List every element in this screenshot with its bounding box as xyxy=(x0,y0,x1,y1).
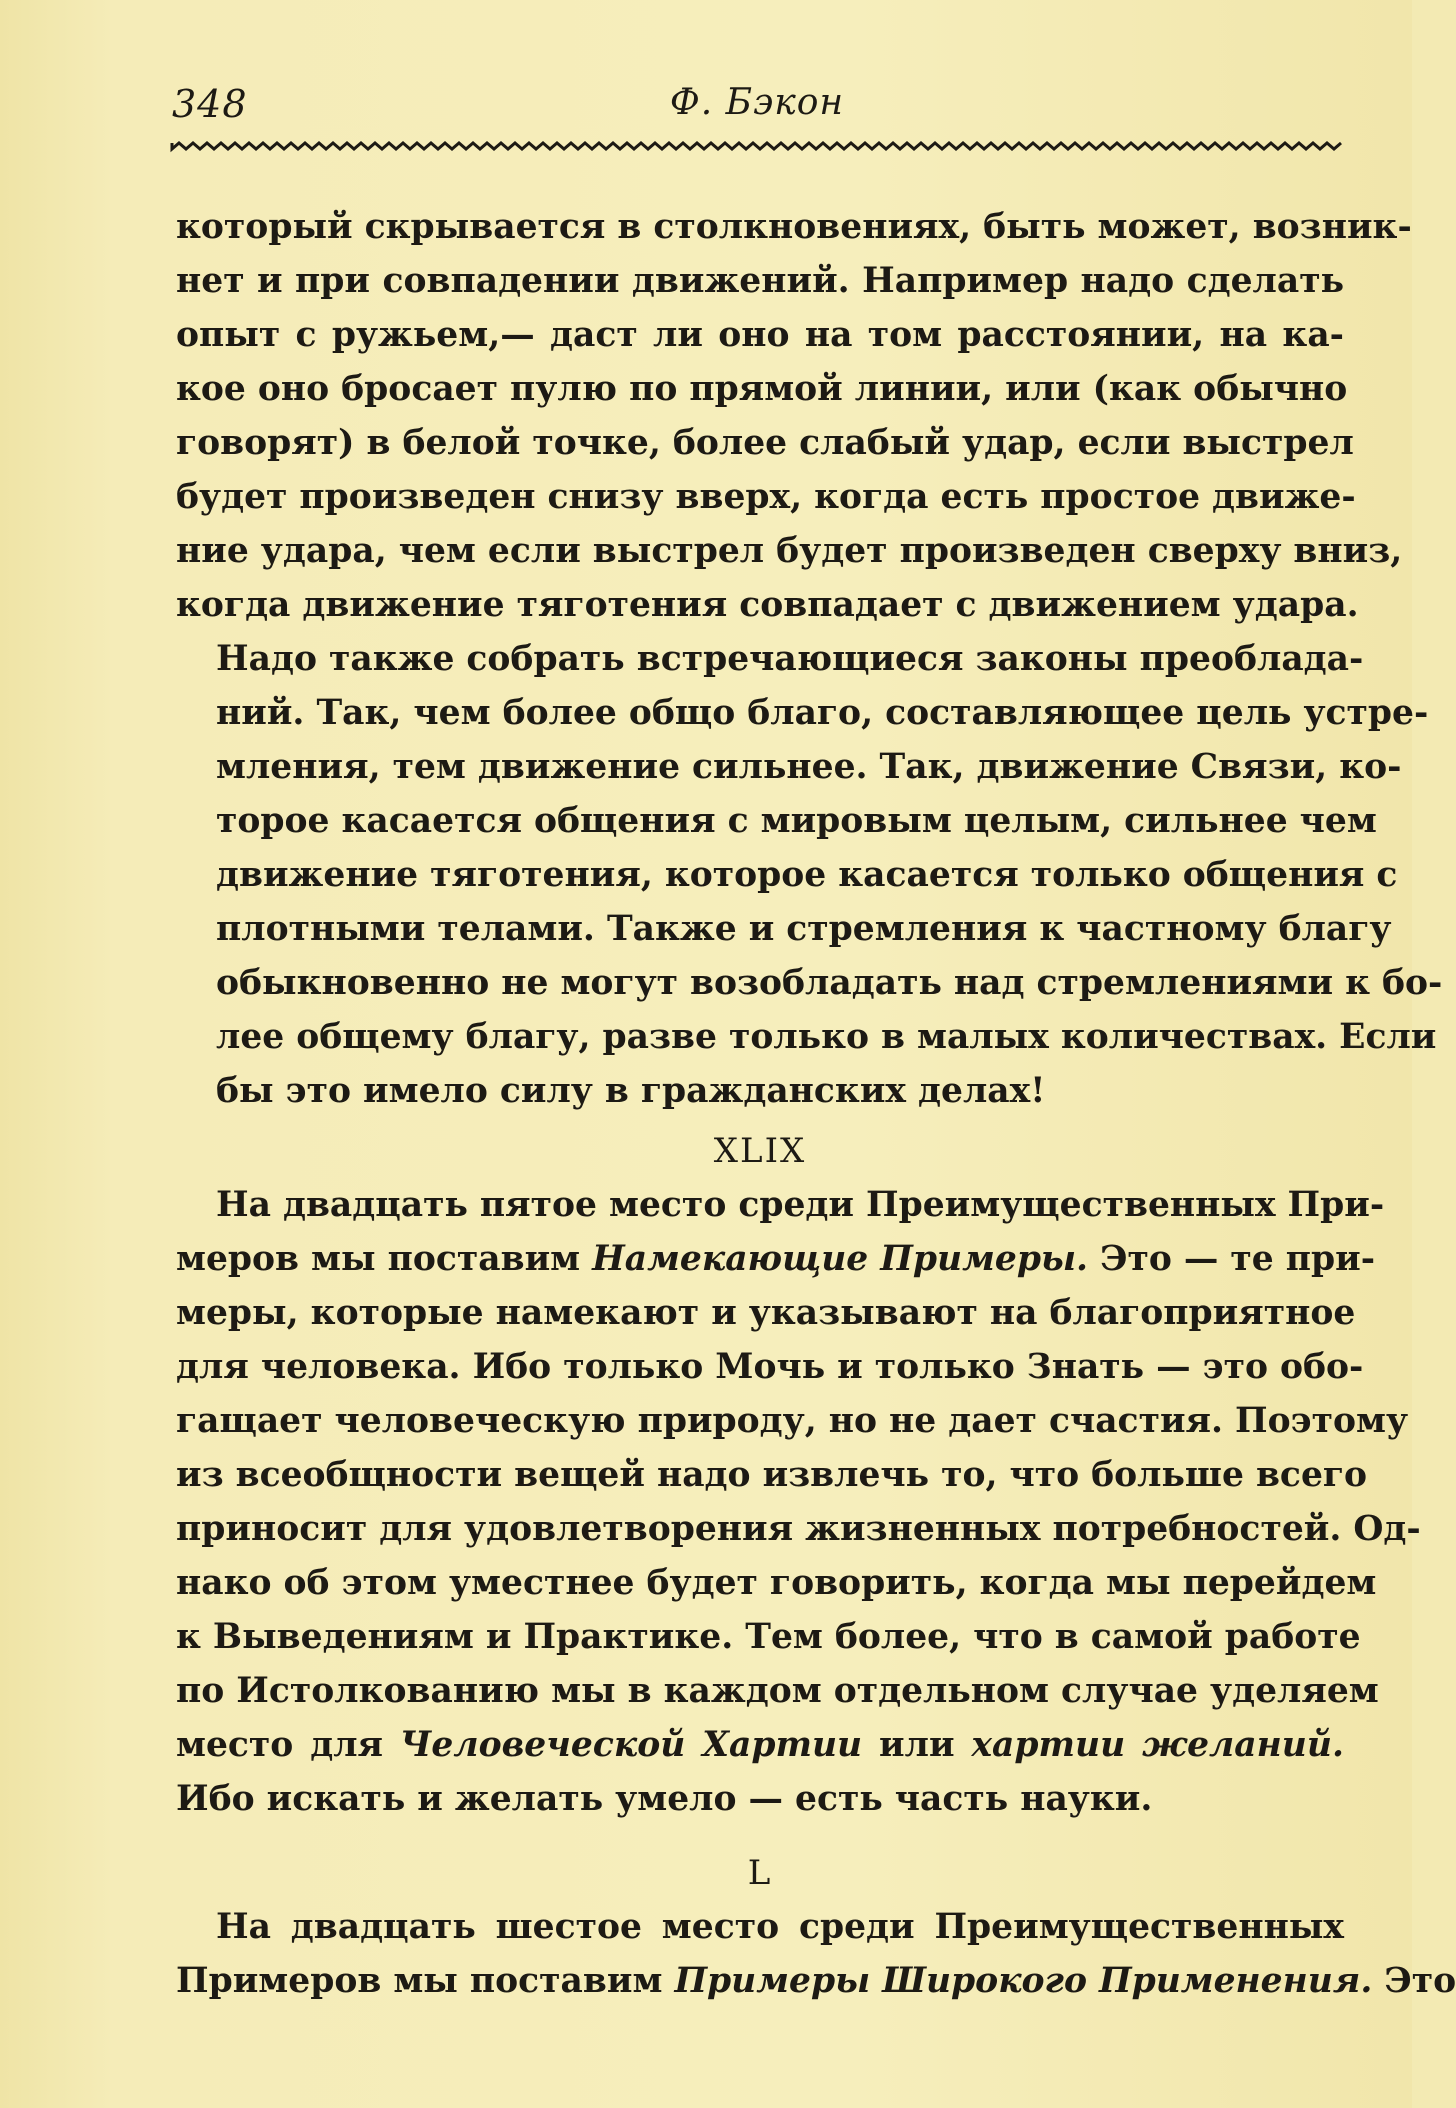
text-line: кое оно бросает пулю по прямой линии, или (как обычно xyxy=(176,369,1348,409)
text-line: который скрывается в столкновениях, быть может, возник- xyxy=(176,207,1412,247)
text-line: нако об этом уместнее будет говорить, когда мы перейдем xyxy=(176,1563,1377,1603)
page-header xyxy=(172,82,1342,134)
text-line: плотными телами. Также и стремления к частному благу xyxy=(216,909,1392,949)
text-line: к Выведениям и Практике. Тем более, что в самой работе xyxy=(176,1617,1361,1657)
text-line: ние удара, чем если выстрел будет произведен сверху вниз, xyxy=(176,531,1403,571)
section-heading-l: L xyxy=(747,1853,773,1893)
text-line: приносит для удовлетворения жизненных потребностей. Од- xyxy=(176,1509,1421,1549)
page-number: 348 xyxy=(172,82,248,126)
paragraph-xlix xyxy=(176,1178,1421,1826)
text-line: меры, которые намекают и указывают на благоприятное xyxy=(176,1293,1356,1333)
text-line: торое касается общения с мировым целым, сильнее чем xyxy=(216,801,1377,841)
text-line: когда движение тяготения совпадает с движением удара. xyxy=(176,585,1359,625)
text-line: будет произведен снизу вверх, когда есть простое движе- xyxy=(176,477,1356,517)
text-line: по Истолкованию мы в каждом отдельном случае уделяем xyxy=(176,1671,1379,1711)
text-line: место для Человеческой Хартии или хартии желаний. xyxy=(176,1725,1344,1765)
emphasis-term: Примеры Широкого Применения. xyxy=(674,1961,1373,2001)
body-text xyxy=(176,200,1456,2008)
text-line: Примеров мы поставим Примеры Широкого Применения. Это xyxy=(176,1961,1456,2001)
emphasis-term: Человеческой Хартии xyxy=(399,1725,863,1765)
text-line: ний. Так, чем более общо благо, составляющее цель устре- xyxy=(216,693,1429,733)
text-line: Надо также собрать встречающиеся законы преоблада- xyxy=(216,639,1364,679)
header-ornamental-rule xyxy=(172,140,1342,152)
text-line: опыт с ружьем,— даст ли оно на том расстоянии, на ка- xyxy=(176,315,1344,355)
text-line: говорят) в белой точке, более слабый удар, если выстрел xyxy=(176,423,1354,463)
text-line: мления, тем движение сильнее. Так, движение Связи, ко- xyxy=(216,747,1402,787)
paragraph-1 xyxy=(176,200,1412,632)
paragraph-2 xyxy=(176,632,1443,1118)
text-line: меров мы поставим Намекающие Примеры. Это — те при- xyxy=(176,1239,1376,1279)
section-heading-xlix: XLIX xyxy=(713,1131,807,1171)
text-line: гащает человеческую природу, но не дает счастия. Поэтому xyxy=(176,1401,1409,1441)
text-line: движение тяготения, которое касается только общения с xyxy=(216,855,1398,895)
text-line: из всеобщности вещей надо извлечь то, что больше всего xyxy=(176,1455,1368,1495)
text-line: На двадцать пятое место среди Преимущественных При- xyxy=(216,1185,1385,1225)
running-head: Ф. Бэкон xyxy=(669,82,845,123)
text-line: лее общему благу, разве только в малых количествах. Если xyxy=(216,1017,1437,1057)
text-line: бы это имело силу в гражданских делах! xyxy=(216,1071,1046,1111)
text-line: Ибо искать и желать умело — есть часть науки. xyxy=(176,1779,1153,1819)
emphasis-term: хартии желаний. xyxy=(971,1725,1344,1765)
paragraph-l xyxy=(176,1900,1456,2008)
emphasis-term: Намекающие Примеры. xyxy=(592,1239,1089,1279)
text-line: обыкновенно не могут возобладать над стремлениями к бо- xyxy=(216,963,1443,1003)
text-line: На двадцать шестое место среди Преимущественных xyxy=(216,1907,1344,1947)
text-line: нет и при совпадении движений. Например надо сделать xyxy=(176,261,1344,301)
text-line: для человека. Ибо только Мочь и только Знать — это обо- xyxy=(176,1347,1364,1387)
